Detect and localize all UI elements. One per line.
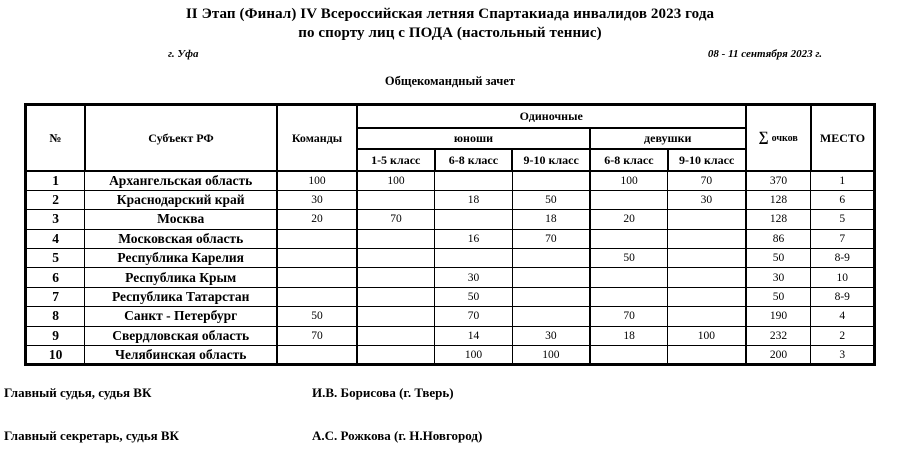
column-header-boys-class-6-8: 6-8 класс: [435, 149, 513, 171]
cell-boys-class-9-10: 70: [512, 229, 590, 248]
cell-subject-name: Московская область: [85, 229, 277, 248]
cell-subject-name: Республика Татарстан: [85, 287, 277, 306]
signature-role: Главный судья, судья ВК: [4, 385, 152, 400]
cell-girls-class-9-10: [668, 346, 746, 365]
table-row: [26, 171, 875, 190]
cell-boys-class-9-10: [512, 249, 590, 268]
cell-girls-class-9-10: 100: [668, 326, 746, 345]
cell-boys-class-9-10: 100: [512, 346, 590, 365]
cell-teams: [277, 229, 357, 248]
cell-boys-class-6-8: 14: [435, 326, 513, 345]
table-row: [26, 346, 875, 365]
cell-total-points: 128: [746, 210, 811, 229]
cell-subject-name: Краснодарский край: [85, 190, 277, 209]
column-header-number: №: [26, 105, 85, 172]
document-title-line-1: II Этап (Финал) IV Всероссийская летняя Спартакиада инвалидов 2023 года: [185, 6, 715, 22]
table-row: [26, 190, 875, 209]
cell-teams: [277, 249, 357, 268]
table-row: [26, 249, 875, 268]
cell-girls-class-9-10: 70: [668, 171, 746, 190]
cell-boys-class-6-8: [435, 210, 513, 229]
cell-boys-class-9-10: 18: [512, 210, 590, 229]
cell-girls-class-6-8: [590, 229, 668, 248]
cell-subject-name: Свердловская область: [85, 326, 277, 345]
cell-place: 10: [811, 268, 875, 287]
signature-row: [0, 428, 900, 458]
cell-boys-class-1-5: [357, 346, 435, 365]
cell-place: 1: [811, 171, 875, 190]
table-row: [26, 268, 875, 287]
cell-total-points: 30: [746, 268, 811, 287]
cell-place: 6: [811, 190, 875, 209]
cell-place: 5: [811, 210, 875, 229]
cell-rank-number: 1: [26, 171, 85, 190]
signature-name: А.С. Рожкова (г. Н.Новгород): [312, 428, 483, 443]
cell-boys-class-9-10: 50: [512, 190, 590, 209]
cell-girls-class-6-8: 20: [590, 210, 668, 229]
cell-place: 8-9: [811, 249, 875, 268]
cell-total-points: 128: [746, 190, 811, 209]
cell-subject-name: Челябинская область: [85, 346, 277, 365]
cell-boys-class-9-10: [512, 268, 590, 287]
standings-table-head: [26, 105, 875, 172]
cell-boys-class-1-5: [357, 229, 435, 248]
cell-boys-class-6-8: 18: [435, 190, 513, 209]
cell-boys-class-1-5: 70: [357, 210, 435, 229]
cell-teams: 50: [277, 307, 357, 326]
cell-boys-class-6-8: 16: [435, 229, 513, 248]
cell-girls-class-9-10: [668, 229, 746, 248]
cell-subject-name: Санкт - Петербург: [85, 307, 277, 326]
cell-boys-class-6-8: 50: [435, 287, 513, 306]
cell-boys-class-1-5: [357, 190, 435, 209]
cell-rank-number: 8: [26, 307, 85, 326]
cell-girls-class-6-8: [590, 287, 668, 306]
table-row: [26, 326, 875, 345]
signature-role: Главный секретарь, судья ВК: [4, 428, 179, 443]
cell-boys-class-1-5: [357, 287, 435, 306]
cell-boys-class-1-5: [357, 249, 435, 268]
cell-place: 8-9: [811, 287, 875, 306]
cell-boys-class-6-8: [435, 249, 513, 268]
cell-boys-class-1-5: [357, 268, 435, 287]
table-row: [26, 229, 875, 248]
cell-teams: [277, 346, 357, 365]
standings-table-container: [24, 103, 876, 366]
column-header-total-points-label: очков: [771, 133, 798, 144]
cell-boys-class-1-5: [357, 326, 435, 345]
cell-teams: [277, 287, 357, 306]
cell-place: 7: [811, 229, 875, 248]
cell-girls-class-9-10: [668, 307, 746, 326]
document-title-line-2: по спорту лиц с ПОДА (настольный теннис): [298, 25, 602, 41]
document-title: [0, 0, 900, 43]
column-header-singles: Одиночные: [357, 105, 746, 129]
cell-place: 2: [811, 326, 875, 345]
cell-place: 3: [811, 346, 875, 365]
cell-girls-class-9-10: [668, 210, 746, 229]
cell-girls-class-9-10: 30: [668, 190, 746, 209]
cell-place: 4: [811, 307, 875, 326]
cell-boys-class-1-5: [357, 307, 435, 326]
cell-teams: 30: [277, 190, 357, 209]
cell-boys-class-6-8: 70: [435, 307, 513, 326]
signature-row: [0, 385, 900, 415]
cell-total-points: 50: [746, 287, 811, 306]
cell-total-points: 370: [746, 171, 811, 190]
cell-girls-class-9-10: [668, 268, 746, 287]
signature-block-chief-secretary: [0, 428, 900, 458]
cell-subject-name: Республика Крым: [85, 268, 277, 287]
cell-boys-class-6-8: [435, 171, 513, 190]
cell-boys-class-1-5: 100: [357, 171, 435, 190]
column-header-place: МЕСТО: [811, 105, 875, 172]
signature-name: И.В. Борисова (г. Тверь): [312, 385, 454, 400]
cell-boys-class-6-8: 100: [435, 346, 513, 365]
column-header-subject: Субъект РФ: [85, 105, 277, 172]
cell-rank-number: 7: [26, 287, 85, 306]
table-subtitle: Общекомандный зачет: [384, 74, 516, 88]
cell-rank-number: 3: [26, 210, 85, 229]
cell-rank-number: 10: [26, 346, 85, 365]
cell-girls-class-6-8: [590, 268, 668, 287]
table-row: [26, 287, 875, 306]
standings-table: [24, 103, 876, 366]
cell-boys-class-9-10: 30: [512, 326, 590, 345]
cell-teams: 70: [277, 326, 357, 345]
cell-total-points: 200: [746, 346, 811, 365]
cell-total-points: 232: [746, 326, 811, 345]
standings-table-body: [26, 171, 875, 365]
sigma-icon: ∑: [758, 130, 769, 145]
cell-girls-class-9-10: [668, 249, 746, 268]
table-row: [26, 210, 875, 229]
cell-girls-class-6-8: 100: [590, 171, 668, 190]
cell-teams: [277, 268, 357, 287]
cell-girls-class-6-8: 18: [590, 326, 668, 345]
event-meta-row: [0, 46, 900, 68]
cell-subject-name: Республика Карелия: [85, 249, 277, 268]
cell-subject-name: Москва: [85, 210, 277, 229]
cell-girls-class-6-8: [590, 346, 668, 365]
cell-rank-number: 6: [26, 268, 85, 287]
column-header-boys: юноши: [357, 128, 590, 149]
cell-boys-class-9-10: [512, 171, 590, 190]
cell-total-points: 190: [746, 307, 811, 326]
cell-girls-class-6-8: 70: [590, 307, 668, 326]
signature-block-chief-judge: [0, 385, 900, 415]
cell-girls-class-9-10: [668, 287, 746, 306]
cell-teams: 100: [277, 171, 357, 190]
cell-teams: 20: [277, 210, 357, 229]
cell-rank-number: 9: [26, 326, 85, 345]
column-header-girls: девушки: [590, 128, 746, 149]
column-header-girls-class-9-10: 9-10 класс: [668, 149, 746, 171]
cell-boys-class-6-8: 30: [435, 268, 513, 287]
cell-girls-class-6-8: [590, 190, 668, 209]
cell-rank-number: 5: [26, 249, 85, 268]
cell-subject-name: Архангельская область: [85, 171, 277, 190]
cell-total-points: 86: [746, 229, 811, 248]
column-header-total-points: [746, 105, 811, 172]
cell-total-points: 50: [746, 249, 811, 268]
cell-rank-number: 2: [26, 190, 85, 209]
cell-rank-number: 4: [26, 229, 85, 248]
cell-girls-class-6-8: 50: [590, 249, 668, 268]
column-header-boys-class-1-5: 1-5 класс: [357, 149, 435, 171]
column-header-teams: Команды: [277, 105, 357, 172]
column-header-boys-class-9-10: 9-10 класс: [512, 149, 590, 171]
column-header-girls-class-6-8: 6-8 класс: [590, 149, 668, 171]
cell-boys-class-9-10: [512, 287, 590, 306]
cell-boys-class-9-10: [512, 307, 590, 326]
event-dates: 08 - 11 сентября 2023 г.: [707, 48, 822, 60]
table-row: [26, 307, 875, 326]
event-city: г. Уфа: [168, 48, 199, 60]
